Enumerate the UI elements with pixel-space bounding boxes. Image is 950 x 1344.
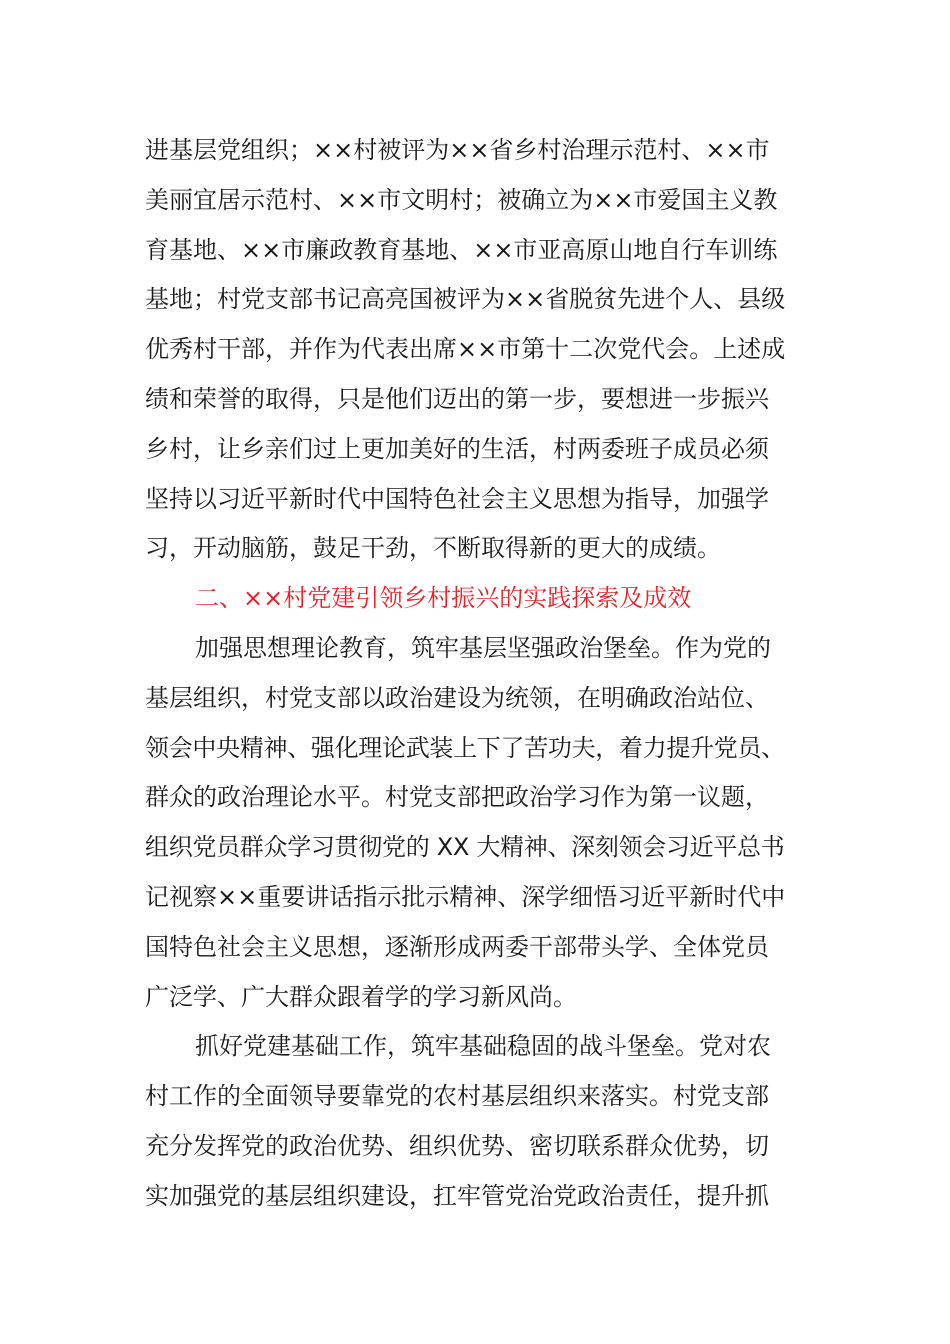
- text-line: 育基地、××市廉政教育基地、××市亚高原山地自行车训练: [145, 235, 778, 264]
- text-line: 记视察××重要讲话指示批示精神、深学细悟习近平新时代中: [145, 882, 786, 911]
- text-line: 基层组织，村党支部以政治建设为统领，在明确政治站位、: [145, 683, 769, 712]
- text-line: 绩和荣誉的取得，只是他们迈出的第一步，要想进一步振兴: [145, 384, 769, 413]
- text-line: 广泛学、广大群众跟着学的学习新风尚。: [145, 982, 577, 1011]
- text-line: 进基层党组织；××村被评为××省乡村治理示范村、××市: [145, 136, 770, 164]
- text-line: 群众的政治理论水平。村党支部把政治学习作为第一议题，: [145, 783, 769, 812]
- text-line: 基地；村党支部书记高亮国被评为××省脱贫先进个人、县级: [145, 285, 786, 314]
- text-line: 坚持以习近平新时代中国特色社会主义思想为指导，加强学: [145, 484, 769, 513]
- text-line: 村工作的全面领导要靠党的农村基层组织来落实。村党支部: [145, 1082, 769, 1111]
- section-heading: 二、××村党建引领乡村振兴的实践探索及成效: [195, 584, 692, 613]
- paragraph-first-line: 加强思想理论教育，筑牢基层坚强政治堡垒。作为党的: [195, 633, 771, 662]
- text-line: 实加强党的基层组织建设，扛牢管党治党政治责任，提升抓: [145, 1181, 769, 1210]
- text-line: 充分发挥党的政治优势、组织优势、密切联系群众优势，切: [145, 1131, 769, 1160]
- text-line: 优秀村干部，并作为代表出席××市第十二次党代会。上述成: [145, 335, 786, 364]
- text-line: 国特色社会主义思想，逐渐形成两委干部带头学、全体党员: [145, 932, 769, 961]
- text-line: 美丽宜居示范村、××市文明村；被确立为××市爱国主义教: [145, 185, 778, 214]
- text-line: 领会中央精神、强化理论武装上下了苦功夫，着力提升党员、: [145, 733, 785, 762]
- paragraph-first-line: 抓好党建基础工作，筑牢基础稳固的战斗堡垒。党对农: [195, 1032, 771, 1061]
- text-line: 乡村，让乡亲们过上更加美好的生活，村两委班子成员必须: [145, 434, 769, 463]
- text-line: 组织党员群众学习贯彻党的 XX 大精神、深刻领会习近平总书: [145, 833, 785, 862]
- text-line: 习，开动脑筋，鼓足干劲，不断取得新的更大的成绩。: [145, 534, 721, 563]
- document-body: [145, 126, 810, 1222]
